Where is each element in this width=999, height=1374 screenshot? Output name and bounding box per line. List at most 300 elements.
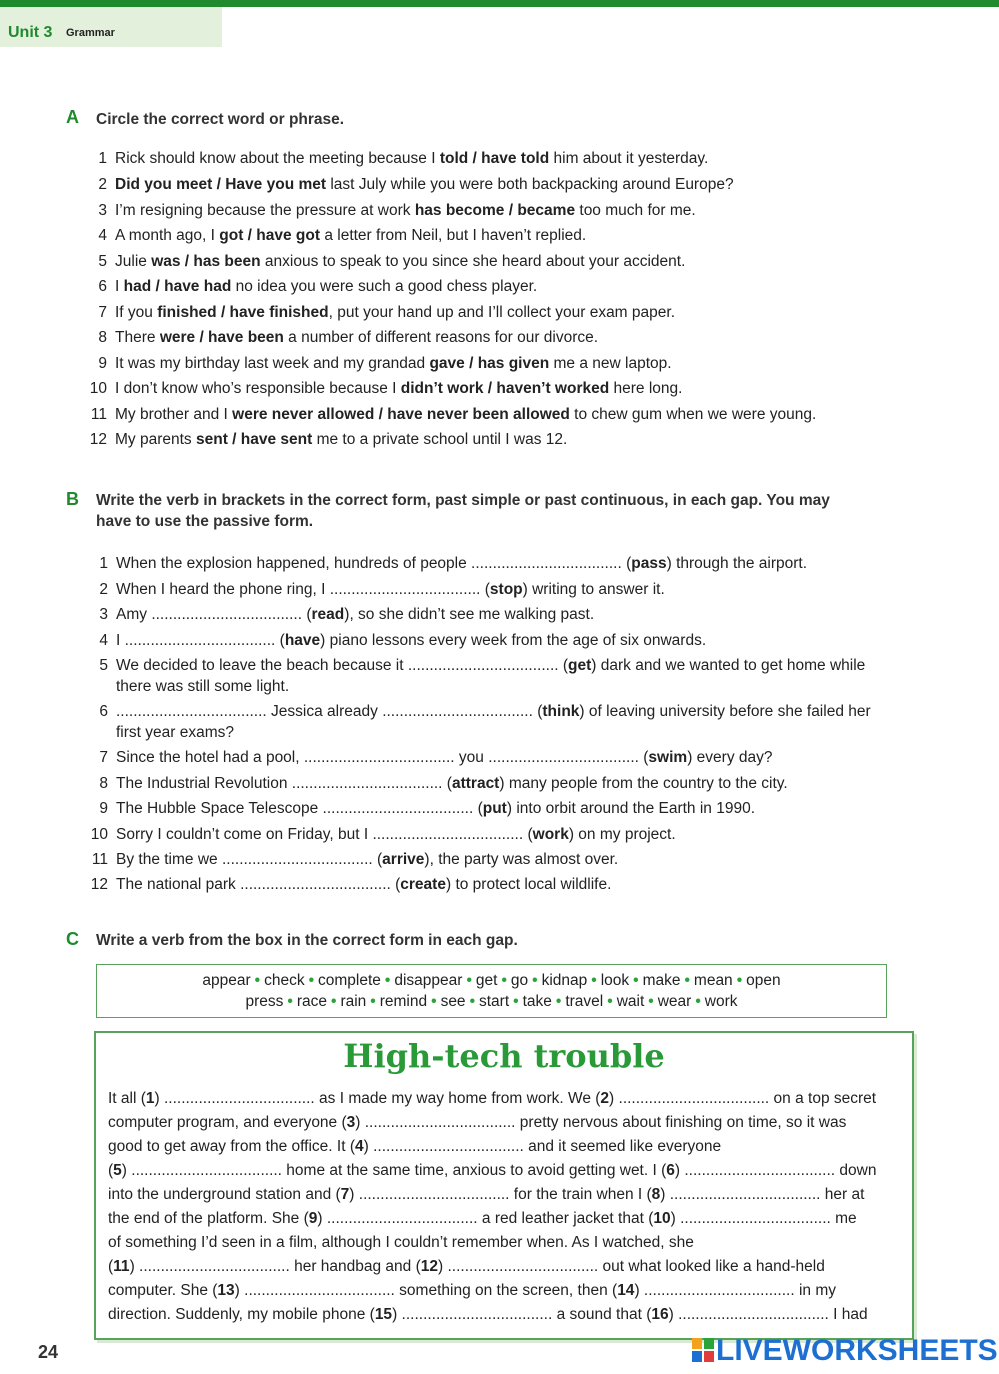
story-text: ( bbox=[108, 1162, 114, 1179]
story-text: ) bbox=[234, 1282, 245, 1299]
item-text: of leaving university before she failed her bbox=[584, 703, 871, 720]
answer-options[interactable]: didn’t work / haven’t worked bbox=[400, 380, 610, 397]
answer-options[interactable]: was / has been bbox=[151, 253, 261, 270]
section-b-instruction-line1: Write the verb in brackets in the correct form, past simple or past continuous, in each gap. You may bbox=[96, 492, 830, 509]
bullet-icon: • bbox=[591, 972, 597, 989]
item-text: Rick should know about the meeting because I bbox=[115, 150, 440, 167]
section-a-item bbox=[89, 429, 568, 450]
bullet-icon: • bbox=[607, 993, 613, 1010]
story-line bbox=[108, 1114, 846, 1132]
gap-number: 16 bbox=[651, 1306, 669, 1323]
item-text: Since the hotel had a pool, bbox=[116, 749, 304, 766]
item-number: 3 bbox=[98, 202, 107, 219]
bracket: ) bbox=[579, 703, 585, 720]
section-b-item bbox=[99, 655, 906, 697]
bullet-icon: • bbox=[431, 993, 437, 1010]
item-number: 8 bbox=[99, 775, 108, 792]
liveworksheets-icon bbox=[692, 1338, 714, 1362]
item-number: 10 bbox=[89, 380, 107, 397]
answer-gap[interactable]: ................................... bbox=[401, 1306, 553, 1323]
item-text: every day? bbox=[692, 749, 773, 766]
answer-options[interactable]: had / have had bbox=[123, 278, 232, 295]
story-line bbox=[108, 1234, 694, 1252]
verb-option: appear bbox=[202, 972, 251, 989]
item-number: 11 bbox=[91, 851, 108, 868]
gap-number: 2 bbox=[600, 1090, 610, 1107]
verb-hint: get bbox=[568, 657, 592, 674]
section-b-item bbox=[99, 553, 906, 574]
gap-number: 8 bbox=[651, 1186, 661, 1203]
verb-hint: swim bbox=[648, 749, 688, 766]
bullet-icon: • bbox=[370, 993, 376, 1010]
story-text: ) bbox=[438, 1258, 448, 1275]
verb-option: race bbox=[296, 993, 327, 1010]
section-c-letter: C bbox=[66, 929, 79, 949]
item-number: 2 bbox=[99, 581, 108, 598]
story-text: the end of the platform. She ( bbox=[108, 1210, 309, 1227]
item-text: The Hubble Space Telescope bbox=[116, 800, 323, 817]
story-text: ) bbox=[392, 1306, 402, 1323]
answer-gap[interactable]: ................................... bbox=[471, 555, 622, 572]
story-text: direction. Suddenly, my mobile phone ( bbox=[108, 1306, 375, 1323]
bracket: ( bbox=[480, 581, 490, 598]
item-text: We decided to leave the beach because it bbox=[116, 657, 408, 674]
item-number: 9 bbox=[99, 800, 108, 817]
item-text: here long. bbox=[609, 380, 683, 397]
bullet-icon: • bbox=[648, 993, 654, 1010]
verb-option: press bbox=[245, 993, 284, 1010]
story-text: a sound that ( bbox=[552, 1306, 652, 1323]
bracket: ( bbox=[302, 606, 312, 623]
item-text: too much for me. bbox=[575, 202, 696, 219]
bracket: ( bbox=[621, 555, 632, 572]
verb-hint: pass bbox=[631, 555, 667, 572]
bracket: ) bbox=[499, 775, 505, 792]
gap-number: 12 bbox=[420, 1258, 439, 1275]
item-text: last July while you were both backpacking around Europe? bbox=[326, 176, 734, 193]
story-line bbox=[108, 1138, 721, 1156]
item-number: 6 bbox=[98, 278, 107, 295]
story-line bbox=[108, 1162, 876, 1180]
story-text: ) bbox=[670, 1210, 681, 1227]
story-text: ) bbox=[634, 1282, 644, 1299]
story-text: out what looked like a hand-held bbox=[598, 1258, 825, 1275]
answer-gap[interactable]: ................................... bbox=[322, 800, 474, 817]
story-text: into the underground station and ( bbox=[108, 1186, 341, 1203]
bullet-icon: • bbox=[384, 972, 391, 989]
section-b-item bbox=[99, 798, 906, 819]
section-a-item bbox=[98, 276, 538, 297]
item-text: , so she didn’t see me walking past. bbox=[349, 606, 595, 623]
answer-gap[interactable]: ................................... bbox=[373, 1138, 524, 1155]
answer-options[interactable]: Did you meet / Have you met bbox=[115, 176, 327, 193]
item-text: The Industrial Revolution bbox=[116, 775, 292, 792]
section-b-item bbox=[99, 630, 906, 651]
story-line bbox=[108, 1306, 868, 1324]
item-text: It was my birthday last week and my grandad bbox=[115, 355, 430, 372]
verb-box bbox=[96, 964, 887, 1018]
story-line bbox=[108, 1090, 876, 1108]
answer-gap[interactable]: ................................... bbox=[240, 876, 391, 893]
page-number: 24 bbox=[38, 1342, 59, 1362]
item-text: a number of different reasons for our divorce. bbox=[283, 329, 599, 346]
item-text: through the airport. bbox=[671, 555, 808, 572]
item-number: 4 bbox=[99, 632, 108, 649]
section-a-item bbox=[89, 378, 683, 399]
bullet-icon: • bbox=[513, 993, 519, 1010]
unit-section-label: Grammar bbox=[66, 27, 115, 39]
answer-gap[interactable]: ................................... bbox=[678, 1306, 829, 1323]
bullet-icon: • bbox=[555, 993, 562, 1010]
item-number: 11 bbox=[90, 406, 107, 423]
story-text: ) bbox=[668, 1306, 679, 1323]
gap-number: 4 bbox=[355, 1138, 364, 1155]
answer-gap[interactable]: ................................... bbox=[447, 1258, 599, 1275]
item-text: me to a private school until I was 12. bbox=[312, 431, 568, 448]
item-text: to protect local wildlife. bbox=[451, 876, 612, 893]
gap-number: 13 bbox=[217, 1282, 235, 1299]
item-number: 4 bbox=[98, 227, 107, 244]
section-a-letter: A bbox=[66, 107, 79, 127]
item-text: , the party was almost over. bbox=[429, 851, 619, 868]
answer-gap[interactable]: ................................... bbox=[131, 1162, 282, 1179]
story-text: ( bbox=[108, 1258, 114, 1275]
bullet-icon: • bbox=[469, 993, 475, 1010]
answer-gap[interactable]: ................................... bbox=[643, 1282, 795, 1299]
gap-number: 3 bbox=[346, 1114, 356, 1131]
section-b-instruction-line2: have to use the passive form. bbox=[96, 513, 314, 530]
bullet-icon: • bbox=[501, 972, 507, 989]
gap-number: 6 bbox=[666, 1162, 675, 1179]
verb-option: make bbox=[642, 972, 681, 989]
verb-option: travel bbox=[565, 993, 604, 1010]
bullet-icon: • bbox=[695, 993, 701, 1010]
item-text: My brother and I bbox=[115, 406, 233, 423]
section-a-item bbox=[98, 327, 599, 348]
bracket: ) bbox=[506, 800, 513, 817]
item-number: 5 bbox=[99, 657, 108, 674]
story-text: and it seemed like everyone bbox=[523, 1138, 722, 1155]
gap-number: 11 bbox=[113, 1258, 130, 1275]
bracket: ) bbox=[424, 851, 430, 868]
story-text: ) bbox=[363, 1138, 374, 1155]
section-b-item bbox=[90, 874, 906, 895]
liveworksheets-logo bbox=[692, 1334, 998, 1368]
answer-gap[interactable]: ................................... bbox=[164, 1090, 315, 1107]
story-text: I had bbox=[828, 1306, 868, 1323]
story-text: ) bbox=[129, 1258, 140, 1275]
gap-number: 10 bbox=[653, 1210, 671, 1227]
item-text: writing to answer it. bbox=[527, 581, 665, 598]
item-text: me a new laptop. bbox=[549, 355, 672, 372]
answer-gap[interactable]: ................................... bbox=[329, 581, 481, 598]
bullet-icon: • bbox=[331, 993, 337, 1010]
story-line bbox=[108, 1210, 857, 1228]
verb-option: wear bbox=[657, 993, 692, 1010]
verb-hint: stop bbox=[489, 581, 523, 598]
story-text: ) bbox=[609, 1090, 619, 1107]
answer-gap[interactable]: ................................... bbox=[116, 703, 267, 720]
item-text: you bbox=[454, 749, 489, 766]
section-b-item bbox=[99, 773, 906, 794]
verb-hint: read bbox=[311, 606, 345, 623]
liveworksheets-wordmark: LIVEWORKSHEETS bbox=[716, 1334, 998, 1367]
answer-options[interactable]: sent / have sent bbox=[195, 431, 313, 448]
top-accent-bar bbox=[0, 0, 999, 7]
story-text: ) bbox=[349, 1186, 359, 1203]
story-text: computer program, and everyone ( bbox=[108, 1114, 347, 1131]
item-text: anxious to speak to you since she heard about your accident. bbox=[260, 253, 686, 270]
verb-option: complete bbox=[318, 972, 381, 989]
bracket: ) bbox=[687, 749, 693, 766]
story-text: in my bbox=[794, 1282, 836, 1299]
bracket: ) bbox=[344, 606, 350, 623]
section-a-instruction: Circle the correct word or phrase. bbox=[96, 111, 345, 128]
story-text: her at bbox=[820, 1186, 865, 1203]
story-line bbox=[108, 1186, 864, 1204]
story-text: for the train when I ( bbox=[509, 1186, 652, 1203]
story-title: High-tech trouble bbox=[343, 1037, 665, 1075]
verb-option: wait bbox=[616, 993, 645, 1010]
item-text: him about it yesterday. bbox=[549, 150, 709, 167]
item-number: 9 bbox=[98, 355, 107, 372]
bracket: ( bbox=[638, 749, 649, 766]
bracket: ) bbox=[568, 826, 574, 843]
item-text: A month ago, I bbox=[115, 227, 220, 244]
item-text-continued: there was still some light. bbox=[116, 678, 290, 695]
bracket: ( bbox=[275, 632, 285, 649]
item-number: 7 bbox=[99, 749, 108, 766]
story-text: good to get away from the office. It ( bbox=[108, 1138, 355, 1155]
story-text: a red leather jacket that ( bbox=[477, 1210, 654, 1227]
item-text: I bbox=[115, 278, 124, 295]
answer-gap[interactable]: ................................... bbox=[684, 1162, 836, 1179]
story-text: It all ( bbox=[108, 1090, 146, 1107]
item-text: a letter from Neil, but I haven’t replied. bbox=[320, 227, 587, 244]
section-b-item bbox=[90, 824, 906, 845]
section-a-item bbox=[98, 200, 696, 221]
item-text: many people from the country to the city. bbox=[504, 775, 788, 792]
story-text: as I made my way home from work. We ( bbox=[314, 1090, 601, 1107]
item-text: I’m resigning because the pressure at work bbox=[115, 202, 415, 219]
verb-option: rain bbox=[340, 993, 367, 1010]
item-number: 12 bbox=[89, 431, 107, 448]
verb-hint: put bbox=[482, 800, 507, 817]
answer-gap[interactable]: ................................... bbox=[139, 1258, 290, 1275]
item-text: piano lessons every week from the age of six onwards. bbox=[325, 632, 707, 649]
verb-box-row-2 bbox=[97, 993, 886, 1011]
item-text: I bbox=[116, 632, 125, 649]
verb-hint: think bbox=[542, 703, 580, 720]
verb-hint: create bbox=[400, 876, 446, 893]
story-text: ) bbox=[154, 1090, 164, 1107]
item-text: My parents bbox=[115, 431, 196, 448]
story-text: pretty nervous about finishing on time, so it was bbox=[515, 1114, 847, 1131]
gap-number: 14 bbox=[617, 1282, 635, 1299]
story-text: ) bbox=[660, 1186, 670, 1203]
answer-gap[interactable]: ................................... bbox=[244, 1282, 395, 1299]
item-text: If you bbox=[115, 304, 158, 321]
answer-gap[interactable]: ................................... bbox=[618, 1090, 770, 1107]
section-a-item bbox=[98, 302, 675, 323]
item-number: 7 bbox=[98, 304, 107, 321]
item-number: 1 bbox=[99, 555, 108, 572]
answer-gap[interactable]: ................................... bbox=[124, 632, 276, 649]
bracket: ) bbox=[320, 632, 326, 649]
section-b-instruction bbox=[96, 490, 830, 532]
story-text: me bbox=[830, 1210, 857, 1227]
verb-hint: arrive bbox=[382, 851, 425, 868]
item-text: dark and we wanted to get home while bbox=[596, 657, 866, 674]
item-text: There bbox=[115, 329, 160, 346]
bracket: ( bbox=[558, 657, 569, 674]
item-number: 3 bbox=[99, 606, 108, 623]
answer-gap[interactable]: ................................... bbox=[358, 1186, 510, 1203]
item-number: 5 bbox=[98, 253, 107, 270]
item-text: , put your hand up and I’ll collect your exam paper. bbox=[328, 304, 675, 321]
gap-number: 15 bbox=[374, 1306, 393, 1323]
story-line bbox=[108, 1282, 836, 1300]
section-b-item bbox=[99, 579, 906, 600]
story-line bbox=[108, 1258, 825, 1276]
verb-option: see bbox=[440, 993, 466, 1010]
answer-gap[interactable]: ................................... bbox=[151, 606, 303, 623]
answer-options[interactable]: told / have told bbox=[439, 150, 550, 167]
answer-gap[interactable]: ................................... bbox=[221, 851, 373, 868]
answer-gap[interactable]: ................................... bbox=[680, 1210, 831, 1227]
item-text: into orbit around the Earth in 1990. bbox=[512, 800, 756, 817]
story-text: of something I’d seen in a film, although I couldn’t remember when. As I watched, she bbox=[108, 1234, 694, 1251]
bracket: ( bbox=[523, 826, 533, 843]
section-a-item bbox=[98, 174, 734, 195]
bullet-icon: • bbox=[308, 972, 315, 989]
answer-gap[interactable]: ................................... bbox=[372, 826, 524, 843]
bullet-icon: • bbox=[287, 993, 293, 1010]
verb-option: start bbox=[479, 993, 510, 1010]
answer-gap[interactable]: ................................... bbox=[291, 775, 443, 792]
verb-option: mean bbox=[693, 972, 733, 989]
section-a-item bbox=[90, 404, 817, 425]
item-number: 1 bbox=[98, 150, 107, 167]
verb-option: take bbox=[522, 993, 552, 1010]
answer-gap[interactable]: ................................... bbox=[326, 1210, 478, 1227]
section-a-item bbox=[98, 251, 686, 272]
item-text: on my project. bbox=[574, 826, 676, 843]
verb-option: disappear bbox=[394, 972, 463, 989]
answer-gap[interactable]: ................................... bbox=[364, 1114, 516, 1131]
item-text: Sorry I couldn’t come on Friday, but I bbox=[116, 826, 373, 843]
section-c-instruction: Write a verb from the box in the correct form in each gap. bbox=[96, 932, 518, 949]
verb-hint: have bbox=[284, 632, 321, 649]
answer-options[interactable]: were never allowed / have never been allowed bbox=[232, 406, 570, 423]
item-text: By the time we bbox=[116, 851, 222, 868]
unit-title: Unit 3 bbox=[8, 24, 53, 41]
item-text: to chew gum when we were young. bbox=[569, 406, 817, 423]
verb-option: remind bbox=[379, 993, 428, 1010]
verb-option: open bbox=[746, 972, 781, 989]
verb-option: look bbox=[600, 972, 630, 989]
item-text: Jessica already bbox=[266, 703, 383, 720]
story-text: home at the same time, anxious to avoid getting wet. I ( bbox=[282, 1162, 667, 1179]
verb-option: get bbox=[475, 972, 498, 989]
verb-box-row-1 bbox=[97, 972, 886, 990]
bracket: ( bbox=[442, 775, 452, 792]
story-text: ) bbox=[674, 1162, 685, 1179]
section-a-item bbox=[98, 148, 709, 169]
bullet-icon: • bbox=[532, 972, 538, 989]
answer-gap[interactable]: ................................... bbox=[488, 749, 639, 766]
item-text: I don’t know who’s responsible because I bbox=[115, 380, 401, 397]
answer-options[interactable]: finished / have finished bbox=[157, 304, 329, 321]
item-number: 6 bbox=[99, 703, 108, 720]
verb-option: kidnap bbox=[541, 972, 588, 989]
verb-option: work bbox=[704, 993, 738, 1010]
item-text: When the explosion happened, hundreds of people bbox=[116, 555, 472, 572]
gap-number: 1 bbox=[145, 1090, 155, 1107]
story-box bbox=[94, 1031, 914, 1340]
answer-options[interactable]: were / have been bbox=[159, 329, 284, 346]
bracket: ( bbox=[532, 703, 543, 720]
answer-gap[interactable]: ................................... bbox=[382, 703, 533, 720]
bullet-icon: • bbox=[633, 972, 639, 989]
gap-number: 5 bbox=[113, 1162, 122, 1179]
answer-gap[interactable]: ................................... bbox=[669, 1186, 821, 1203]
answer-gap[interactable]: ................................... bbox=[303, 749, 455, 766]
answer-options[interactable]: gave / has given bbox=[429, 355, 550, 372]
bracket: ) bbox=[522, 581, 528, 598]
item-text: Amy bbox=[116, 606, 152, 623]
answer-gap[interactable]: ................................... bbox=[407, 657, 559, 674]
section-b-item bbox=[91, 849, 906, 870]
item-number: 12 bbox=[90, 876, 108, 893]
gap-number: 7 bbox=[340, 1186, 350, 1203]
bracket: ) bbox=[666, 555, 672, 572]
answer-options[interactable]: got / have got bbox=[219, 227, 321, 244]
item-number: 2 bbox=[98, 176, 107, 193]
verb-hint: attract bbox=[451, 775, 500, 792]
item-number: 8 bbox=[98, 329, 107, 346]
item-number: 10 bbox=[90, 826, 108, 843]
verb-hint: work bbox=[532, 826, 569, 843]
section-b-letter: B bbox=[66, 489, 79, 509]
bullet-icon: • bbox=[736, 972, 743, 989]
gap-number: 9 bbox=[308, 1210, 318, 1227]
verb-option: check bbox=[264, 972, 305, 989]
bullet-icon: • bbox=[684, 972, 690, 989]
bracket: ) bbox=[445, 876, 452, 893]
bracket: ( bbox=[372, 851, 383, 868]
verb-option: go bbox=[510, 972, 529, 989]
story-text: ) bbox=[355, 1114, 365, 1131]
bracket: ) bbox=[591, 657, 597, 674]
item-text: When I heard the phone ring, I bbox=[116, 581, 330, 598]
story-text: computer. She ( bbox=[108, 1282, 218, 1299]
bracket: ( bbox=[473, 800, 483, 817]
section-a-item bbox=[98, 353, 672, 374]
item-text: no idea you were such a good chess player. bbox=[231, 278, 538, 295]
answer-options[interactable]: has become / became bbox=[414, 202, 576, 219]
bracket: ( bbox=[390, 876, 401, 893]
bullet-icon: • bbox=[254, 972, 261, 989]
bullet-icon: • bbox=[466, 972, 472, 989]
section-b-item bbox=[99, 701, 906, 743]
item-text: Julie bbox=[115, 253, 152, 270]
item-text: The national park bbox=[116, 876, 241, 893]
story-text: her handbag and ( bbox=[289, 1258, 421, 1275]
item-text-continued: first year exams? bbox=[116, 724, 235, 741]
story-text: ) bbox=[121, 1162, 132, 1179]
story-text: something on the screen, then ( bbox=[394, 1282, 618, 1299]
